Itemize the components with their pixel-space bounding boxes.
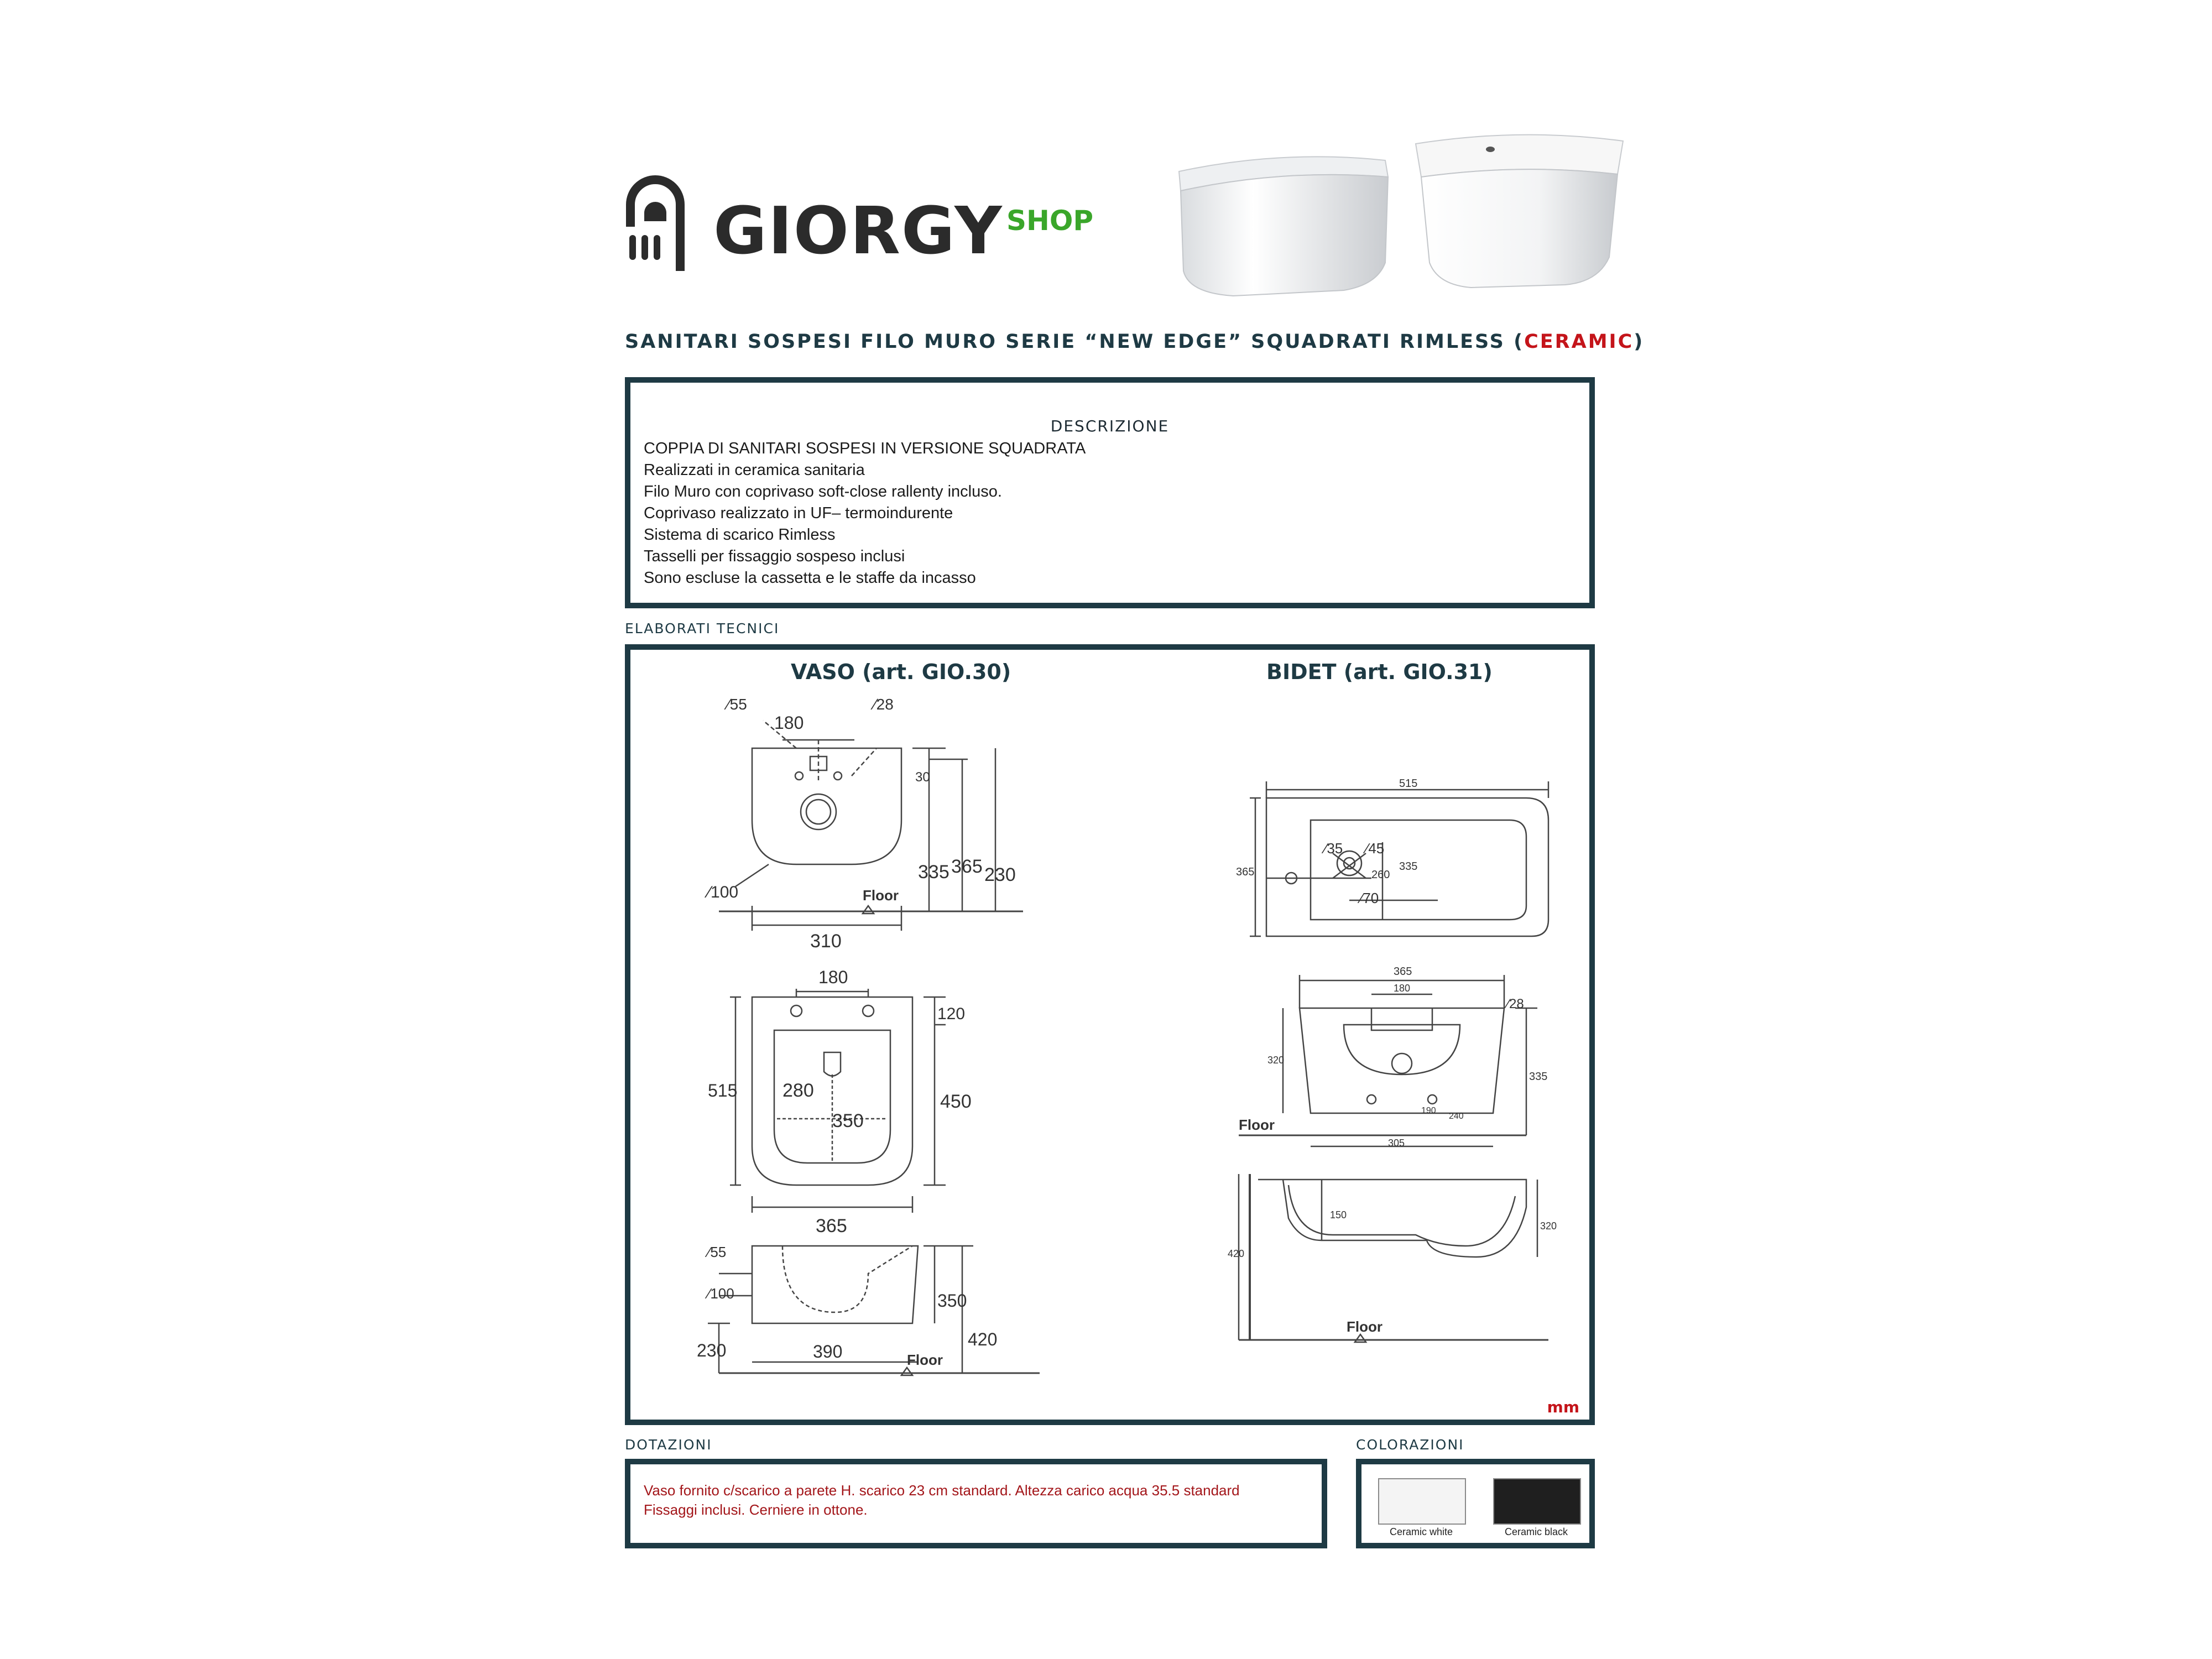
bidet-product-image [1410,130,1631,296]
dotazioni-label: DOTAZIONI [625,1437,712,1453]
vaso-dim-label: 180 [774,713,804,733]
wc-product-image [1167,138,1399,310]
description-line: Tasselli per fissaggio sospeso inclusi [644,547,905,565]
bidet-dim-label: 240 [1449,1112,1464,1121]
headline-prefix: SANITARI SOSPESI FILO MURO SERIE “NEW EDGE” SQUADRATI RIMLESS ( [625,331,1525,353]
vaso-dim-label: ∕100 [708,883,739,901]
colorazioni-label: COLORAZIONI [1356,1437,1464,1453]
bidet-dim-label: 320 [1540,1220,1557,1232]
headline-suffix: ) [1634,331,1645,353]
shower-icon [625,171,691,276]
dotazioni-box [625,1459,1327,1548]
vaso-dim-label: 350 [832,1110,864,1131]
bidet-top-view [1250,781,1548,936]
page-headline [625,331,1644,353]
bidet-dim-label: 515 [1399,778,1418,790]
brand-logo [625,166,1123,276]
vaso-dim-label: 450 [940,1091,972,1112]
vaso-dim-label: ∕55 [708,1244,727,1260]
vaso-dim-label: 420 [968,1329,998,1349]
brand-name: GIORGY [713,192,1003,269]
technical-section-label: ELABORATI TECNICI [625,620,780,637]
vaso-dim-label: ∕55 [727,696,747,713]
bidet-dim-label: 320 [1267,1055,1285,1066]
dotazioni-line: Vaso fornito c/scarico a parete H. scarico 23 cm standard. Altezza carico acqua 35.5 standard [644,1482,1240,1499]
vaso-dim-label: 335 [918,862,950,883]
swatch-white [1378,1478,1466,1525]
bidet-dim-label: 335 [1529,1071,1548,1083]
vaso-floor-label: Floor [907,1352,943,1368]
headline-highlight: CERAMIC [1524,331,1634,353]
bidet-dim-label: 180 [1394,983,1411,994]
vaso-dim-label: 390 [813,1342,843,1361]
vaso-dim-label: ∕100 [708,1285,734,1302]
swatch-black-label: Ceramic black [1504,1526,1568,1537]
bidet-floor-label: Floor [1239,1117,1275,1133]
dotazioni-line: Fissaggi inclusi. Cerniere in ottone. [644,1501,868,1518]
bidet-floor-label: Floor [1347,1318,1383,1335]
vaso-dim-label: 350 [937,1291,967,1311]
vaso-top-view [730,989,946,1213]
colorazioni-box [1356,1459,1595,1548]
vaso-dim-label: 230 [697,1340,727,1360]
vaso-dim-label: 515 [708,1081,738,1100]
description-line: Sistema di scarico Rimless [644,526,836,544]
bidet-dim-label: ∕35 [1324,840,1343,857]
description-title: DESCRIZIONE [1050,417,1170,435]
vaso-dim-label: 30 [915,770,930,785]
bidet-side-view [1239,1174,1548,1342]
vaso-dim-label: 365 [816,1215,847,1237]
description-line: Filo Muro con coprivaso soft-close rallenty incluso. [644,483,1002,500]
bidet-dim-label: 190 [1421,1106,1436,1115]
bidet-dim-label: 335 [1399,860,1418,873]
vaso-dim-label: 280 [782,1080,814,1101]
vaso-dim-label: ∕28 [874,696,894,713]
bidet-dim-label: 365 [1394,966,1412,978]
bidet-dim-label: 365 [1236,866,1255,878]
vaso-side-view [708,1246,1040,1375]
bidet-dim-label: ∕28 [1507,997,1524,1011]
vaso-dim-label: 120 [937,1005,966,1023]
bidet-dim-label: 260 [1371,869,1390,881]
vaso-drawings [686,687,1073,1423]
bidet-drawings [1206,687,1559,1423]
vaso-dim-label: 230 [984,864,1016,885]
description-line: Realizzati in ceramica sanitaria [644,461,865,479]
bidet-title: BIDET (art. GIO.31) [1266,660,1493,684]
technical-drawings-box [625,644,1595,1425]
description-line: COPPIA DI SANITARI SOSPESI IN VERSIONE SQUADRATA [644,440,1086,457]
description-list [644,438,1086,589]
vaso-title: VASO (art. GIO.30) [791,660,1011,684]
description-line: Sono escluse la cassetta e le staffe da incasso [644,569,976,587]
bidet-dim-label: ∕45 [1366,840,1385,857]
swatch-white-label: Ceramic white [1389,1526,1453,1537]
description-line: Coprivaso realizzato in UF– termoindurente [644,504,953,522]
vaso-floor-label: Floor [863,887,899,904]
unit-label: mm [1547,1398,1579,1416]
bidet-dim-label: 420 [1228,1248,1245,1259]
vaso-dim-label: 180 [818,967,848,987]
vaso-dim-label: 310 [810,931,842,952]
brand-shop: SHOP [1006,205,1094,237]
vaso-dim-label: 365 [951,856,983,877]
dotazioni-text [644,1481,1240,1520]
bidet-dim-label: 305 [1388,1138,1405,1149]
swatch-black [1493,1478,1581,1525]
description-box [625,377,1595,608]
bidet-dim-label: 150 [1330,1209,1347,1220]
bidet-dim-label: ∕70 [1360,890,1379,906]
